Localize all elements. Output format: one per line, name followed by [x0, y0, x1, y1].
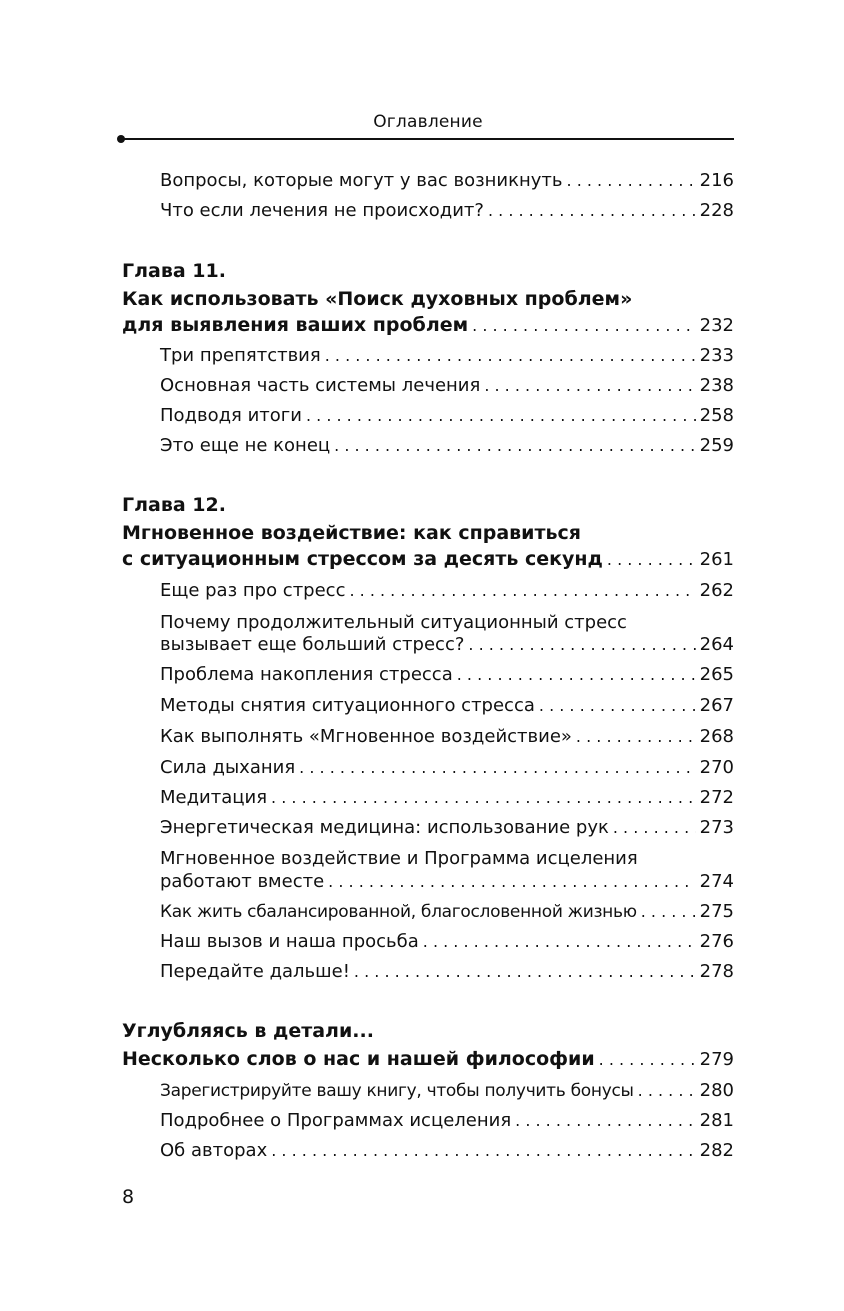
dot-leader: [354, 959, 696, 985]
dot-leader: [334, 433, 695, 459]
section-page: 279: [699, 1049, 734, 1070]
toc-entry-title: Методы снятия ситуационного стресса: [160, 695, 535, 716]
section-label: Углубляясь в детали...: [122, 1020, 374, 1042]
dot-leader: [539, 693, 696, 719]
toc-entry: [160, 403, 734, 429]
toc-entry: [160, 1138, 734, 1164]
toc-entry-title: Проблема накопления стресса: [160, 664, 453, 685]
dot-leader: [325, 343, 696, 369]
chapter-label: Глава 12.: [122, 494, 226, 516]
dot-leader: [468, 632, 695, 658]
toc-entry-title: Зарегистрируйте вашу книгу, чтобы получить бонусы: [160, 1081, 634, 1101]
toc-entry-page: 282: [699, 1140, 734, 1161]
toc-entry-page: 273: [699, 817, 734, 838]
toc-entry: [160, 724, 734, 750]
toc-entry-title: Три препятствия: [160, 345, 321, 366]
toc-entry-page: 238: [699, 375, 734, 396]
toc-entry-title: Как жить сбалансированной, благословенной жизнью: [160, 902, 637, 922]
toc-entry-title: Это еще не конец: [160, 435, 331, 456]
toc-entry-page: 272: [699, 787, 734, 808]
toc-entry-page: 275: [699, 901, 734, 922]
toc-entry: [160, 959, 734, 985]
chapter-page: 232: [699, 315, 734, 336]
dot-leader: [271, 785, 696, 811]
toc-entry-page: 278: [699, 961, 734, 982]
toc-entry-page: 259: [699, 435, 734, 456]
dot-leader: [349, 578, 695, 604]
chapter-title: с ситуационным стрессом за десять секунд: [122, 548, 603, 570]
chapter-heading: [122, 492, 734, 518]
chapter-title: Мгновенное воздействие: как справиться: [122, 522, 581, 544]
toc-entry-title: вызывает еще больший стресс?: [160, 634, 465, 655]
toc-entry: [160, 632, 734, 658]
dot-leader: [613, 815, 696, 841]
toc-entry-title: Медитация: [160, 787, 268, 808]
dot-leader: [488, 198, 696, 224]
chapter-title: Как использовать «Поиск духовных проблем»: [122, 288, 633, 310]
toc-entry-title: Передайте дальше!: [160, 961, 350, 982]
toc-entry-title: Мгновенное воздействие и Программа исцеления: [160, 848, 638, 869]
dot-leader: [638, 1078, 696, 1104]
toc-entry-page: 265: [699, 664, 734, 685]
dot-leader: [457, 662, 696, 688]
header-rule: [122, 138, 734, 140]
chapter-page: 261: [699, 549, 734, 570]
section-title-line: [122, 1046, 734, 1072]
chapter-title: для выявления ваших проблем: [122, 314, 469, 336]
toc-entry: [160, 1108, 734, 1134]
toc-entry: [160, 578, 734, 604]
toc-entry: [160, 693, 734, 719]
toc-entry-page: 267: [699, 695, 734, 716]
toc-entry-page: 270: [699, 757, 734, 778]
toc-entry-page: 276: [699, 931, 734, 952]
toc-entry-title: Сила дыхания: [160, 757, 296, 778]
toc-entry-title: Еще раз про стресс: [160, 580, 346, 601]
toc-entry: [160, 168, 734, 194]
running-head: Оглавление: [373, 112, 483, 132]
toc-entry-page: 268: [699, 726, 734, 747]
section-heading: [122, 1018, 734, 1044]
toc-entry-page: 258: [699, 405, 734, 426]
toc-entry: [160, 929, 734, 955]
toc-entry-page: 233: [699, 345, 734, 366]
toc-entry: [160, 869, 734, 895]
toc-entry-title: Почему продолжительный ситуационный стресс: [160, 612, 627, 633]
toc-entry: [160, 433, 734, 459]
toc-entry-page: 216: [699, 170, 734, 191]
toc-entry: [160, 815, 734, 841]
toc-entry-page: 262: [699, 580, 734, 601]
toc-entry-title: Как выполнять «Мгновенное воздействие»: [160, 726, 572, 747]
toc-entry: [160, 198, 734, 224]
dot-leader: [576, 724, 696, 750]
toc-entry-title: Энергетическая медицина: использование рук: [160, 817, 609, 838]
toc-entry: [160, 1078, 734, 1104]
chapter-title-line: [122, 312, 734, 338]
toc-entry-title: Основная часть системы лечения: [160, 375, 481, 396]
toc-entry-title: работают вместе: [160, 871, 325, 892]
chapter-title-line: [122, 520, 734, 546]
dot-leader: [306, 403, 696, 429]
toc-entry-title: Вопросы, которые могут у вас возникнуть: [160, 170, 563, 191]
toc-entry-title: Об авторах: [160, 1140, 268, 1161]
toc-entry-page: 281: [699, 1110, 734, 1131]
chapter-title-line: [122, 286, 734, 312]
dot-leader: [271, 1138, 695, 1164]
dot-leader: [328, 869, 695, 895]
dot-leader: [599, 1047, 696, 1073]
dot-leader: [299, 755, 695, 781]
toc-entry-title: Что если лечения не происходит?: [160, 200, 484, 221]
toc-entry-title: Подводя итоги: [160, 405, 302, 426]
toc-entry-page: 280: [699, 1080, 734, 1101]
chapter-label: Глава 11.: [122, 260, 226, 282]
toc-entry: [160, 899, 734, 925]
section-title: Несколько слов о нас и нашей философии: [122, 1048, 595, 1070]
page-number: 8: [122, 1186, 135, 1208]
dot-leader: [472, 313, 695, 339]
chapter-heading: [122, 258, 734, 284]
toc-entry-page: 264: [699, 634, 734, 655]
toc-entry-page: 228: [699, 200, 734, 221]
dot-leader: [423, 929, 696, 955]
chapter-title-line: [122, 546, 734, 572]
toc-entry-page: 274: [699, 871, 734, 892]
toc-entry-title: Наш вызов и наша просьба: [160, 931, 419, 952]
toc-entry: [160, 343, 734, 369]
toc-entry: [160, 373, 734, 399]
dot-leader: [567, 168, 696, 194]
toc-entry: [160, 785, 734, 811]
dot-leader: [484, 373, 695, 399]
toc-entry: [160, 755, 734, 781]
toc-entry-title: Подробнее о Программах исцеления: [160, 1110, 512, 1131]
dot-leader: [515, 1108, 695, 1134]
dot-leader: [641, 899, 696, 925]
dot-leader: [607, 547, 696, 573]
toc-entry: [160, 662, 734, 688]
